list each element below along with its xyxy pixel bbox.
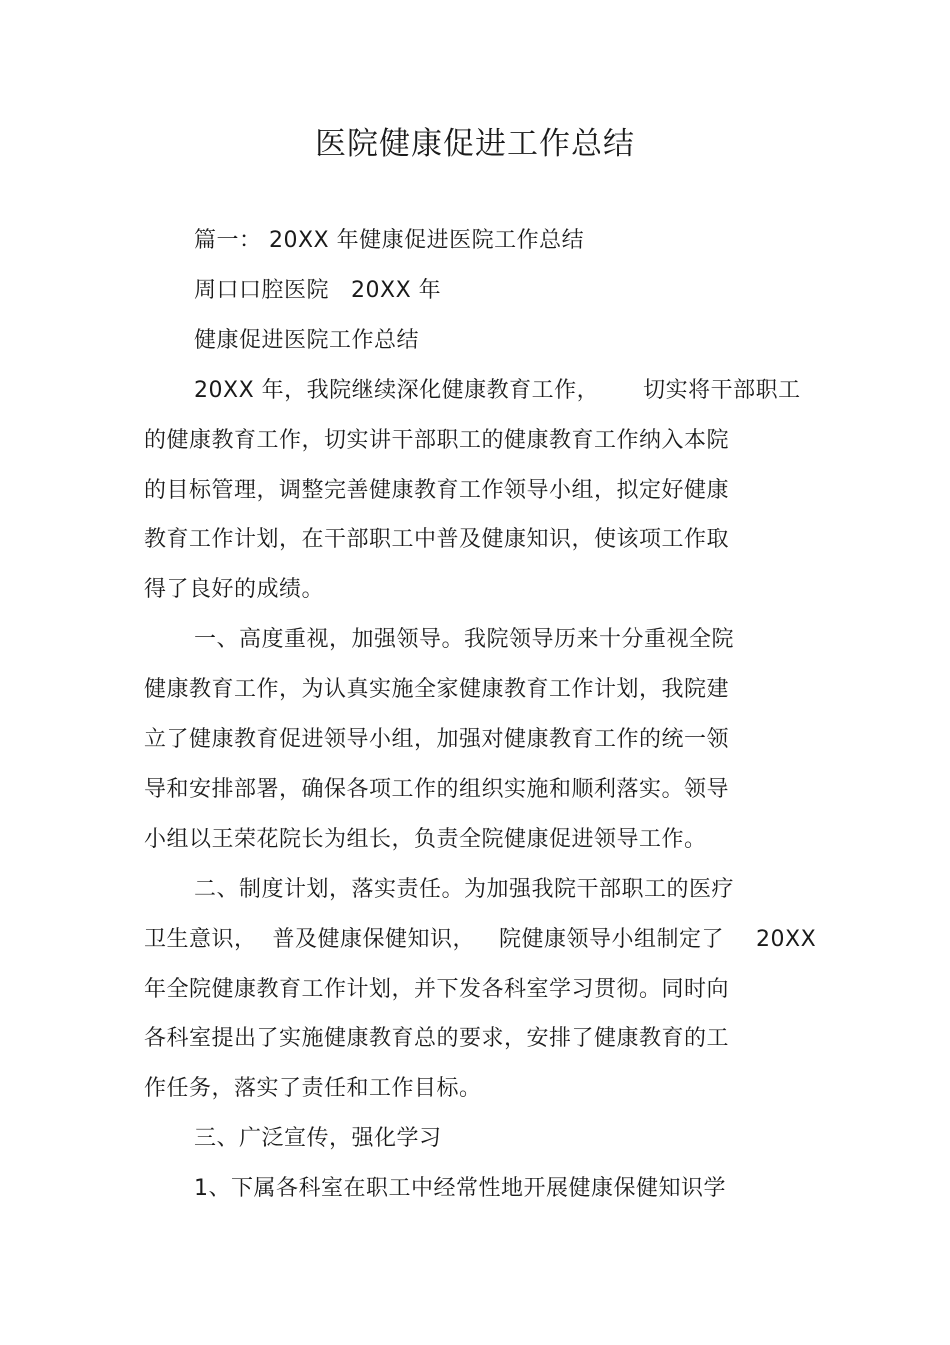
section3-heading: 三、广泛宣传，强化学习 [194, 1126, 442, 1151]
intro-line-1 [194, 376, 801, 406]
section2-line-2b: 普及健康保健知识， [272, 927, 476, 952]
section2-line-2a: 卫生意识， [144, 927, 257, 952]
section2-line-2 [144, 925, 816, 955]
section1-line-4: 导和安排部署，确保各项工作的组织实施和顺利落实。领导 [144, 777, 730, 802]
intro-line-3: 的目标管理，调整完善健康教育工作领导小组，拟定好健康 [144, 478, 730, 503]
subtitle-line-2 [194, 276, 441, 306]
section2-line-5: 作任务，落实了责任和工作目标。 [144, 1076, 482, 1101]
document-title: 医院健康促进工作总结 [315, 126, 635, 162]
section3-item-1: 1、下属各科室在职工中经常性地开展健康保健知识学 [194, 1176, 726, 1201]
intro-line-2: 的健康教育工作，切实讲干部职工的健康教育工作纳入本院 [144, 428, 730, 453]
section1-line-1: 一、高度重视，加强领导。我院领导历来十分重视全院 [194, 627, 735, 652]
section2-line-1: 二、制度计划，落实责任。为加强我院干部职工的医疗 [194, 877, 735, 902]
section2-line-3: 年全院健康教育工作计划，并下发各科室学习贯彻。同时向 [144, 977, 730, 1002]
section2-line-2c: 院健康领导小组制定了 [499, 927, 725, 952]
subtitle-line-3: 健康促进医院工作总结 [194, 328, 420, 353]
intro-line-1a: 20XX 年，我院继续深化健康教育工作， [194, 378, 600, 403]
intro-line-5: 得了良好的成绩。 [144, 577, 325, 602]
section2-line-4: 各科室提出了实施健康教育总的要求，安排了健康教育的工 [144, 1026, 730, 1051]
section1-line-3: 立了健康教育促进领导小组，加强对健康教育工作的统一领 [144, 727, 730, 752]
section1-line-2: 健康教育工作，为认真实施全家健康教育工作计划，我院建 [144, 677, 730, 702]
intro-line-4: 教育工作计划，在干部职工中普及健康知识，使该项工作取 [144, 527, 730, 552]
year-text: 20XX 年 [351, 278, 442, 303]
subtitle-line-1: 篇一： 20XX 年健康促进医院工作总结 [194, 228, 585, 253]
intro-line-1b: 切实将干部职工 [643, 378, 801, 403]
section2-line-2d: 20XX [756, 927, 817, 952]
hospital-name: 周口口腔医院 [194, 278, 330, 303]
section1-line-5: 小组以王荣花院长为组长，负责全院健康促进领导工作。 [144, 827, 707, 852]
